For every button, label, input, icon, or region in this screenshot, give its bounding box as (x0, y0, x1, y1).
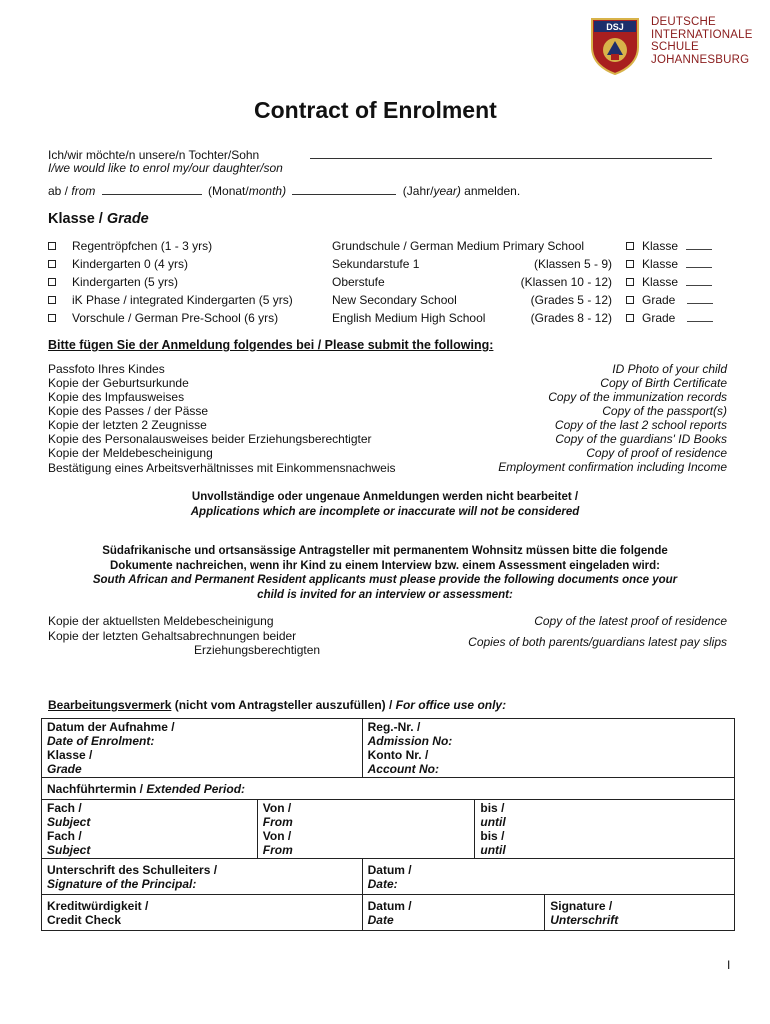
list-item: Employment confirmation including Income (498, 460, 727, 474)
option-row[interactable] (48, 309, 328, 327)
list-item: Kopie der Meldebescheinigung (48, 446, 213, 460)
page-title: Contract of Enrolment (254, 97, 497, 123)
logo-line: INTERNATIONALE (651, 28, 753, 41)
intro-line-en: I/we would like to enrol my/our daughter/son (48, 161, 283, 175)
acc-label-en: Account No: (367, 762, 439, 776)
credit-label-de: Kreditwürdigkeit / (47, 899, 149, 913)
table-cell[interactable] (42, 778, 735, 800)
until-label-de: bis / (480, 829, 505, 843)
sa-item-de: Kopie der aktuellsten Meldebescheinigung (48, 614, 274, 628)
school-row (332, 237, 732, 255)
checkbox[interactable] (48, 260, 56, 268)
ext-label-en: Extended Period: (146, 782, 246, 796)
incomplete-warning (0, 490, 770, 520)
subject-label-de: Fach / (47, 829, 82, 843)
grade-heading-en: Grade (106, 211, 149, 227)
checkbox[interactable] (626, 296, 634, 304)
submit-heading: Bitte fügen Sie der Anmeldung folgendes bei / Please submit the following: (48, 338, 494, 352)
table-cell[interactable] (42, 859, 363, 895)
list-item: Bestätigung eines Arbeitsverhältnisses mit Einkommensnachweis (48, 461, 396, 475)
list-item: Copy of the passport(s) (602, 404, 727, 418)
signature-label-en: Signature / (550, 899, 613, 913)
option-row[interactable] (48, 291, 328, 309)
sa-text-de: Südafrikanische und ortsansässige Antragsteller mit permanentem Wohnsitz müssen bitte die folgende (102, 545, 668, 557)
anmelden-label: anmelden. (460, 184, 521, 198)
sig-label-de: Unterschrift des Schulleiters / (47, 863, 218, 877)
from-label-en: From (262, 815, 293, 829)
list-item: Kopie des Personalausweises beider Erziehungsberechtigter (48, 432, 372, 446)
signature-label-de: Unterschrift (550, 913, 619, 927)
option-label: Kindergarten (5 yrs) (72, 275, 179, 289)
crest-letters: DSJ (606, 22, 624, 32)
school-name-logo (651, 16, 753, 66)
checkbox[interactable] (48, 314, 56, 322)
school-name: Sekundarstufe 1 (332, 257, 420, 271)
logo-line: DEUTSCHE (651, 16, 716, 28)
from-label-de: Von / (262, 829, 292, 843)
table-row (42, 800, 735, 859)
until-label-en: until (480, 843, 506, 857)
school-name: New Secondary School (332, 293, 457, 307)
office-heading-en: For office use only: (395, 698, 507, 712)
datum-label-en: Date: (367, 877, 398, 891)
sa-text-en: child is invited for an interview or assessment: (257, 588, 513, 601)
grade-field[interactable] (686, 258, 712, 268)
school-range: (Klassen 5 - 9) (533, 257, 612, 271)
office-heading-de: (nicht vom Antragsteller auszufüllen) / (171, 698, 396, 712)
from-label-en: From (262, 843, 293, 857)
school-kind: Grade (642, 293, 676, 307)
option-label: Vorschule / German Pre-School (6 yrs) (72, 311, 279, 325)
datum-label-en: Date (367, 913, 394, 927)
enrol-from-row (48, 184, 520, 198)
subject-label-en: Subject (47, 843, 91, 857)
school-kind: Klasse (642, 257, 679, 271)
warning-en: Applications which are incomplete or inaccurate will not be considered (190, 506, 580, 518)
checkbox[interactable] (48, 242, 56, 250)
table-row (42, 778, 735, 800)
sa-text-de: Dokumente nachreichen, wenn ihr Kind zu einem Interview bzw. einem Assessment eingeladen wird: (109, 559, 660, 572)
year-field[interactable] (292, 184, 396, 195)
logo-line: SCHULE (651, 41, 699, 53)
datum-label-de: Datum / (367, 863, 412, 877)
intro-line-de: Ich/wir möchte/n unsere/n Tochter/Sohn (48, 148, 260, 162)
sig-label-en: Signature of the Principal: (47, 877, 197, 891)
option-label: Kindergarten 0 (4 yrs) (72, 257, 189, 271)
logo-line: JOHANNESBURG (651, 53, 750, 66)
list-item: Copy of Birth Certificate (600, 376, 727, 390)
submit-list-de (48, 362, 396, 475)
office-heading-main: Bearbeitungsvermerk (48, 698, 172, 712)
table-cell[interactable] (475, 800, 735, 859)
list-item: Passfoto Ihres Kindes (48, 362, 165, 376)
list-item: Kopie der Geburtsurkunde (48, 376, 189, 390)
sa-item-de: Erziehungsberechtigten (194, 643, 321, 657)
reg-label-de: Reg.-Nr. / (367, 720, 421, 734)
sa-item-en: Copy of the latest proof of residence (534, 614, 727, 628)
list-item: Copy of the last 2 school reports (554, 418, 727, 432)
list-item: Kopie des Impfausweises (48, 390, 185, 404)
year-label-de: (Jahr/ (402, 184, 434, 198)
school-range: (Grades 5 - 12) (530, 293, 612, 307)
list-item: Copy of the immunization records (548, 390, 727, 404)
checkbox[interactable] (626, 260, 634, 268)
school-kind: Klasse (642, 239, 679, 253)
checkbox[interactable] (626, 314, 634, 322)
month-label-de: (Monat/ (208, 184, 249, 198)
until-label-de: bis / (480, 801, 505, 815)
option-row[interactable] (48, 255, 328, 273)
school-row (332, 273, 732, 291)
preschool-options (48, 237, 328, 327)
school-name: Oberstufe (332, 275, 385, 289)
date-label-en: Date of Enrolment: (47, 734, 155, 748)
date-label-de: Datum der Aufnahme / (47, 720, 175, 734)
school-name: Grundschule / German Medium Primary School (332, 239, 585, 253)
office-heading (48, 698, 506, 712)
school-kind: Klasse (642, 275, 679, 289)
submit-list-en (498, 362, 727, 474)
school-row (332, 291, 732, 309)
list-item: Kopie des Passes / der Pässe (48, 404, 209, 418)
grade-field[interactable] (687, 294, 713, 304)
grade-heading (48, 211, 149, 227)
list-item: Copy of proof of residence (586, 446, 727, 460)
ext-label-de: Nachführtermin / (47, 782, 147, 796)
table-cell[interactable] (42, 895, 363, 931)
grade-heading-de: Klasse / (48, 211, 107, 227)
reg-label-en: Admission No: (367, 734, 453, 748)
subject-label-en: Subject (47, 815, 91, 829)
grade-field[interactable] (686, 240, 712, 250)
option-row[interactable] (48, 237, 328, 255)
list-item: ID Photo of your child (612, 362, 727, 376)
checkbox[interactable] (626, 242, 634, 250)
table-cell[interactable] (42, 800, 258, 859)
subject-label-de: Fach / (47, 801, 82, 815)
table-row (42, 719, 735, 778)
from-label-de: Von / (262, 801, 292, 815)
office-table (41, 718, 735, 931)
school-crest-icon (590, 17, 640, 75)
sa-requirements (0, 544, 770, 602)
checkbox[interactable] (48, 278, 56, 286)
page-number: I (727, 958, 731, 972)
option-row[interactable] (48, 273, 328, 291)
until-label-en: until (480, 815, 506, 829)
table-cell[interactable] (362, 719, 734, 778)
sa-text-en: South African and Permanent Resident applicants must please provide the following documents once your (92, 574, 678, 586)
table-cell[interactable] (257, 800, 475, 859)
child-name-field[interactable] (310, 148, 712, 159)
school-row (332, 309, 732, 327)
warning-de: Unvollständige oder ungenaue Anmeldungen werden nicht bearbeitet / (191, 491, 579, 503)
class-label-en: Grade (47, 762, 82, 776)
grade-field[interactable] (687, 312, 713, 322)
sa-item-de: Kopie der letzten Gehaltsabrechnungen beider (48, 629, 297, 643)
class-label-de: Klasse / (47, 748, 93, 762)
table-row (42, 859, 735, 895)
year-label-en: year) (433, 184, 461, 198)
school-options (332, 237, 732, 327)
table-cell[interactable] (545, 895, 735, 931)
school-name: English Medium High School (332, 311, 486, 325)
option-label: Regentröpfchen (1 - 3 yrs) (72, 239, 213, 253)
from-label-en: from (71, 184, 96, 198)
school-kind: Grade (642, 311, 676, 325)
table-cell[interactable] (362, 895, 545, 931)
from-label-de: ab / (48, 184, 72, 198)
table-cell[interactable] (362, 859, 734, 895)
option-label: iK Phase / integrated Kindergarten (5 yrs) (72, 293, 293, 307)
school-row (332, 255, 732, 273)
month-label-en: month) (248, 184, 287, 198)
school-range: (Klassen 10 - 12) (520, 275, 612, 289)
school-range: (Grades 8 - 12) (530, 311, 612, 325)
table-row (42, 895, 735, 931)
month-field[interactable] (102, 184, 202, 195)
list-item: Copy of the guardians' ID Books (555, 432, 727, 446)
acc-label-de: Konto Nr. / (367, 748, 429, 762)
checkbox[interactable] (48, 296, 56, 304)
grade-field[interactable] (686, 276, 712, 286)
table-cell[interactable] (42, 719, 363, 778)
list-item: Kopie der letzten 2 Zeugnisse (48, 418, 207, 432)
credit-label-en: Credit Check (47, 913, 122, 927)
sa-item-en: Copies of both parents/guardians latest pay slips (468, 635, 727, 649)
checkbox[interactable] (626, 278, 634, 286)
datum-label-de: Datum / (367, 899, 412, 913)
